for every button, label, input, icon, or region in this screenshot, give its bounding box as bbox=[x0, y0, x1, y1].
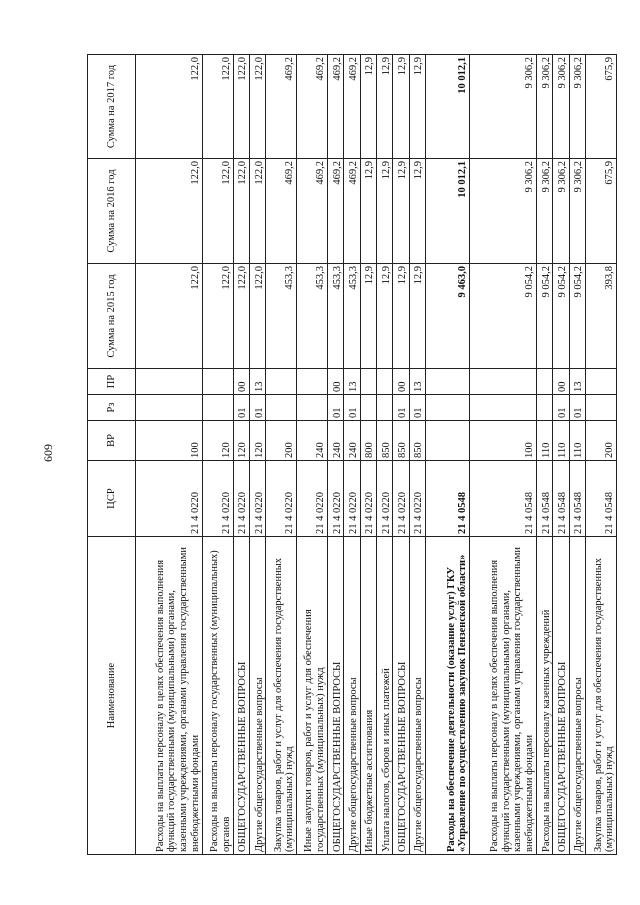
row-pr: 13 bbox=[249, 369, 265, 395]
row-csr: 21 4 0548 bbox=[536, 461, 552, 537]
row-name: ОБЩЕГОСУДАРСТВЕННЫЕ ВОПРОСЫ bbox=[327, 537, 343, 855]
row-sum-2016: 469,2 bbox=[344, 159, 360, 264]
row-rz bbox=[377, 395, 393, 421]
row-sum-2016: 469,2 bbox=[266, 159, 297, 264]
row-vr: 110 bbox=[553, 421, 569, 461]
table-row bbox=[327, 55, 343, 855]
row-csr: 21 4 0548 bbox=[553, 461, 569, 537]
row-rz bbox=[266, 395, 297, 421]
row-name: Другие общегосударственные вопросы bbox=[249, 537, 265, 855]
row-sum-2017: 122,0 bbox=[249, 55, 265, 159]
row-sum-2015: 122,0 bbox=[202, 264, 233, 369]
row-sum-2016: 12,9 bbox=[393, 159, 409, 264]
header-csr: ЦСР bbox=[88, 461, 136, 537]
row-sum-2017: 122,0 bbox=[202, 55, 233, 159]
row-sum-2017: 469,2 bbox=[327, 55, 343, 159]
row-vr: 800 bbox=[360, 421, 376, 461]
row-rz: 01 bbox=[393, 395, 409, 421]
table-row bbox=[536, 55, 552, 855]
row-name: Закупка товаров, работ и услуг для обеспечения государственных (муниципальных) нужд bbox=[266, 537, 297, 855]
page-number: 609 bbox=[41, 444, 55, 462]
table-row bbox=[249, 55, 265, 855]
row-rz: 01 bbox=[344, 395, 360, 421]
row-rz: 01 bbox=[327, 395, 343, 421]
header-sum-2015: Сумма на 2015 год bbox=[88, 264, 136, 369]
row-pr bbox=[586, 369, 617, 395]
row-csr: 21 4 0220 bbox=[393, 461, 409, 537]
header-sum-2016: Сумма на 2016 год bbox=[88, 159, 136, 264]
row-sum-2017: 12,9 bbox=[377, 55, 393, 159]
table-row bbox=[409, 55, 425, 855]
row-csr: 21 4 0548 bbox=[569, 461, 585, 537]
row-pr bbox=[202, 369, 233, 395]
row-pr: 13 bbox=[569, 369, 585, 395]
row-sum-2016: 12,9 bbox=[409, 159, 425, 264]
row-rz bbox=[536, 395, 552, 421]
row-sum-2017: 9 306,2 bbox=[536, 55, 552, 159]
row-sum-2016: 10 012,1 bbox=[426, 159, 470, 264]
row-vr: 240 bbox=[297, 421, 328, 461]
row-sum-2017: 9 306,2 bbox=[553, 55, 569, 159]
row-rz: 01 bbox=[569, 395, 585, 421]
row-sum-2015: 9 463,0 bbox=[426, 264, 470, 369]
row-sum-2015: 122,0 bbox=[233, 264, 249, 369]
row-csr: 21 4 0220 bbox=[136, 461, 203, 537]
row-sum-2016: 9 306,2 bbox=[553, 159, 569, 264]
table-row bbox=[586, 55, 617, 855]
row-rz: 01 bbox=[233, 395, 249, 421]
row-vr: 100 bbox=[136, 421, 203, 461]
header-sum-2017: Сумма на 2017 год bbox=[88, 55, 136, 159]
row-pr bbox=[266, 369, 297, 395]
budget-table bbox=[87, 54, 617, 855]
row-rz bbox=[202, 395, 233, 421]
row-rz bbox=[136, 395, 203, 421]
table-row bbox=[377, 55, 393, 855]
row-name: ОБЩЕГОСУДАРСТВЕННЫЕ ВОПРОСЫ bbox=[233, 537, 249, 855]
row-pr bbox=[297, 369, 328, 395]
row-vr: 200 bbox=[586, 421, 617, 461]
row-vr: 120 bbox=[202, 421, 233, 461]
row-sum-2016: 122,0 bbox=[202, 159, 233, 264]
row-sum-2015: 9 054,2 bbox=[569, 264, 585, 369]
row-sum-2017: 675,9 bbox=[586, 55, 617, 159]
row-sum-2017: 469,2 bbox=[297, 55, 328, 159]
row-sum-2016: 9 306,2 bbox=[470, 159, 537, 264]
row-vr bbox=[426, 421, 470, 461]
row-rz bbox=[360, 395, 376, 421]
row-sum-2015: 393,8 bbox=[586, 264, 617, 369]
table-row bbox=[344, 55, 360, 855]
rotated-table-container bbox=[87, 55, 617, 855]
row-name: Иные бюджетные ассигнования bbox=[360, 537, 376, 855]
row-sum-2017: 12,9 bbox=[360, 55, 376, 159]
row-sum-2017: 9 306,2 bbox=[470, 55, 537, 159]
row-sum-2015: 453,3 bbox=[266, 264, 297, 369]
row-name: Расходы на выплаты персоналу в целях обеспечения выполнения функций государственными (муниципальными) органами, казенными учреждениями, органами управления государственными внебюджетными фондами bbox=[470, 537, 537, 855]
row-sum-2015: 12,9 bbox=[377, 264, 393, 369]
row-sum-2016: 9 306,2 bbox=[569, 159, 585, 264]
table-row bbox=[266, 55, 297, 855]
row-pr: 00 bbox=[393, 369, 409, 395]
row-name: Расходы на выплаты персоналу казенных учреждений bbox=[536, 537, 552, 855]
table-body bbox=[136, 55, 617, 855]
row-vr: 240 bbox=[327, 421, 343, 461]
row-sum-2017: 12,9 bbox=[393, 55, 409, 159]
row-name: ОБЩЕГОСУДАРСТВЕННЫЕ ВОПРОСЫ bbox=[553, 537, 569, 855]
table-row bbox=[393, 55, 409, 855]
row-sum-2016: 122,0 bbox=[249, 159, 265, 264]
row-pr: 00 bbox=[233, 369, 249, 395]
header-name: Наименование bbox=[88, 537, 136, 855]
row-sum-2015: 453,3 bbox=[297, 264, 328, 369]
row-name: Иные закупки товаров, работ и услуг для обеспечения государственных (муниципальных) нужд bbox=[297, 537, 328, 855]
row-csr: 21 4 0220 bbox=[360, 461, 376, 537]
row-name: Другие общегосударственные вопросы bbox=[409, 537, 425, 855]
row-rz bbox=[426, 395, 470, 421]
row-name: ОБЩЕГОСУДАРСТВЕННЫЕ ВОПРОСЫ bbox=[393, 537, 409, 855]
row-sum-2015: 12,9 bbox=[360, 264, 376, 369]
header-pr: ПР bbox=[88, 369, 136, 395]
row-sum-2017: 469,2 bbox=[266, 55, 297, 159]
row-sum-2017: 12,9 bbox=[409, 55, 425, 159]
row-sum-2016: 9 306,2 bbox=[536, 159, 552, 264]
row-vr: 120 bbox=[233, 421, 249, 461]
row-pr bbox=[136, 369, 203, 395]
row-sum-2017: 469,2 bbox=[344, 55, 360, 159]
row-vr: 850 bbox=[393, 421, 409, 461]
row-sum-2015: 9 054,2 bbox=[553, 264, 569, 369]
row-rz: 01 bbox=[409, 395, 425, 421]
row-sum-2016: 469,2 bbox=[297, 159, 328, 264]
table-row bbox=[426, 55, 470, 855]
row-sum-2015: 12,9 bbox=[393, 264, 409, 369]
row-sum-2016: 675,9 bbox=[586, 159, 617, 264]
header-rz: Рз bbox=[88, 395, 136, 421]
row-csr: 21 4 0220 bbox=[344, 461, 360, 537]
row-pr bbox=[377, 369, 393, 395]
table-row bbox=[569, 55, 585, 855]
row-sum-2015: 9 054,2 bbox=[470, 264, 537, 369]
row-sum-2017: 122,0 bbox=[136, 55, 203, 159]
row-pr bbox=[360, 369, 376, 395]
header-vr: ВР bbox=[88, 421, 136, 461]
row-pr: 00 bbox=[327, 369, 343, 395]
row-vr: 240 bbox=[344, 421, 360, 461]
table-row bbox=[297, 55, 328, 855]
row-rz: 01 bbox=[553, 395, 569, 421]
row-csr: 21 4 0548 bbox=[586, 461, 617, 537]
row-sum-2016: 12,9 bbox=[360, 159, 376, 264]
row-sum-2017: 122,0 bbox=[233, 55, 249, 159]
row-pr: 13 bbox=[344, 369, 360, 395]
row-sum-2015: 453,3 bbox=[327, 264, 343, 369]
row-rz bbox=[297, 395, 328, 421]
row-sum-2016: 122,0 bbox=[233, 159, 249, 264]
row-csr: 21 4 0220 bbox=[297, 461, 328, 537]
row-sum-2016: 12,9 bbox=[377, 159, 393, 264]
row-vr: 850 bbox=[377, 421, 393, 461]
row-pr: 13 bbox=[409, 369, 425, 395]
row-csr: 21 4 0220 bbox=[266, 461, 297, 537]
row-name: Другие общегосударственные вопросы bbox=[569, 537, 585, 855]
table-row bbox=[360, 55, 376, 855]
row-name: Уплата налогов, сборов и иных платежей bbox=[377, 537, 393, 855]
row-name: Расходы на выплаты персоналу государственных (муниципальных) органов bbox=[202, 537, 233, 855]
table-row bbox=[553, 55, 569, 855]
row-name: Закупка товаров, работ и услуг для обеспечения государственных (муниципальных) нужд bbox=[586, 537, 617, 855]
row-sum-2016: 122,0 bbox=[136, 159, 203, 264]
row-vr: 110 bbox=[569, 421, 585, 461]
table-row bbox=[202, 55, 233, 855]
row-csr: 21 4 0220 bbox=[202, 461, 233, 537]
row-vr: 100 bbox=[470, 421, 537, 461]
row-csr: 21 4 0548 bbox=[426, 461, 470, 537]
row-sum-2016: 469,2 bbox=[327, 159, 343, 264]
row-name: Расходы на обеспечение деятельности (оказание услуг) ГКУ «Управление по осуществлению закупок Пензенской области» bbox=[426, 537, 470, 855]
row-sum-2015: 9 054,2 bbox=[536, 264, 552, 369]
row-rz bbox=[470, 395, 537, 421]
row-name: Расходы на выплаты персоналу в целях обеспечения выполнения функций государственными (муниципальными) органами, казенными учреждениями, органами управления государственными внебюджетными фондами bbox=[136, 537, 203, 855]
table-row bbox=[233, 55, 249, 855]
row-vr: 200 bbox=[266, 421, 297, 461]
row-sum-2015: 12,9 bbox=[409, 264, 425, 369]
row-pr bbox=[536, 369, 552, 395]
row-pr bbox=[426, 369, 470, 395]
row-csr: 21 4 0220 bbox=[409, 461, 425, 537]
row-vr: 110 bbox=[536, 421, 552, 461]
row-rz: 01 bbox=[249, 395, 265, 421]
row-name: Другие общегосударственные вопросы bbox=[344, 537, 360, 855]
row-sum-2017: 9 306,2 bbox=[569, 55, 585, 159]
row-sum-2017: 10 012,1 bbox=[426, 55, 470, 159]
row-rz bbox=[586, 395, 617, 421]
row-pr bbox=[470, 369, 537, 395]
row-csr: 21 4 0548 bbox=[470, 461, 537, 537]
row-sum-2015: 122,0 bbox=[249, 264, 265, 369]
row-csr: 21 4 0220 bbox=[377, 461, 393, 537]
header-row bbox=[88, 55, 136, 855]
row-pr: 00 bbox=[553, 369, 569, 395]
row-sum-2015: 453,3 bbox=[344, 264, 360, 369]
row-csr: 21 4 0220 bbox=[233, 461, 249, 537]
row-sum-2015: 122,0 bbox=[136, 264, 203, 369]
table-row bbox=[470, 55, 537, 855]
row-vr: 850 bbox=[409, 421, 425, 461]
table-row bbox=[136, 55, 203, 855]
row-csr: 21 4 0220 bbox=[249, 461, 265, 537]
row-vr: 120 bbox=[249, 421, 265, 461]
row-csr: 21 4 0220 bbox=[327, 461, 343, 537]
